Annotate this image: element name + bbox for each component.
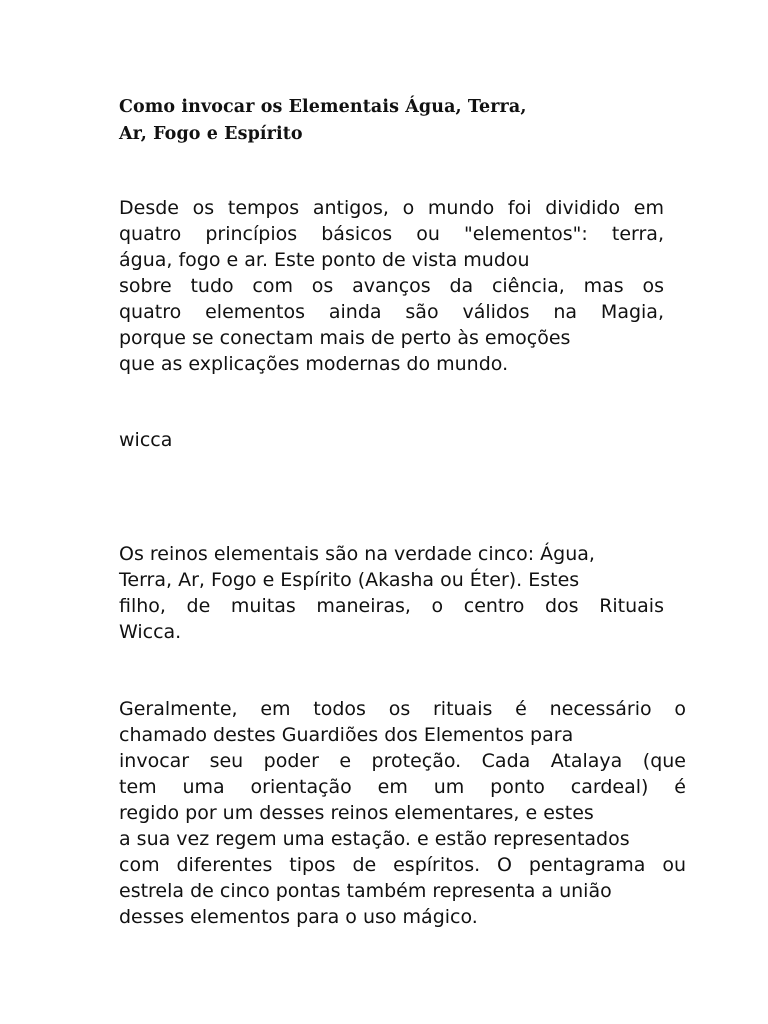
text-line: sobre tudo com os avanços da ciência, mas os xyxy=(119,275,664,297)
text-line: a sua vez regem uma estação. e estão representados xyxy=(119,828,630,850)
text-line: quatro princípios básicos ou "elementos": terra, xyxy=(119,223,664,245)
text-line: wicca xyxy=(119,429,173,451)
text-line: que as explicações modernas do mundo. xyxy=(119,353,509,375)
paragraph-elemental-realms xyxy=(119,541,664,645)
text-line: filho, de muitas maneiras, o centro dos Rituais xyxy=(119,595,664,617)
title-line-1: Como invocar os Elementais Água, Terra, xyxy=(119,97,527,117)
text-line: quatro elementos ainda são válidos na Magia, xyxy=(119,301,664,323)
paragraph-wicca xyxy=(119,427,664,453)
text-line: tem uma orientação em um ponto cardeal) é xyxy=(119,776,686,798)
title-line-2: Ar, Fogo e Espírito xyxy=(119,124,303,144)
text-line: Geralmente, em todos os rituais é necessário o xyxy=(119,698,686,720)
text-line: desses elementos para o uso mágico. xyxy=(119,906,478,928)
text-line: Os reinos elementais são na verdade cinco: Água, xyxy=(119,543,595,565)
text-line: com diferentes tipos de espíritos. O pentagrama ou xyxy=(119,854,686,876)
text-line: Desde os tempos antigos, o mundo foi dividido em xyxy=(119,197,664,219)
paragraph-guardians xyxy=(119,696,686,930)
text-line: Wicca. xyxy=(119,621,182,643)
text-line: invocar seu poder e proteção. Cada Atalaya (que xyxy=(119,750,686,772)
text-line: estrela de cinco pontas também representa a união xyxy=(119,880,612,902)
paragraph-origins xyxy=(119,195,664,377)
text-line: Terra, Ar, Fogo e Espírito (Akasha ou Éter). Estes xyxy=(119,569,580,591)
text-line: regido por um desses reinos elementares, e estes xyxy=(119,802,594,824)
text-line: chamado destes Guardiões dos Elementos para xyxy=(119,724,574,746)
text-line: água, fogo e ar. Este ponto de vista mudou xyxy=(119,249,530,271)
document-title xyxy=(119,94,539,148)
text-line: porque se conectam mais de perto às emoções xyxy=(119,327,571,349)
